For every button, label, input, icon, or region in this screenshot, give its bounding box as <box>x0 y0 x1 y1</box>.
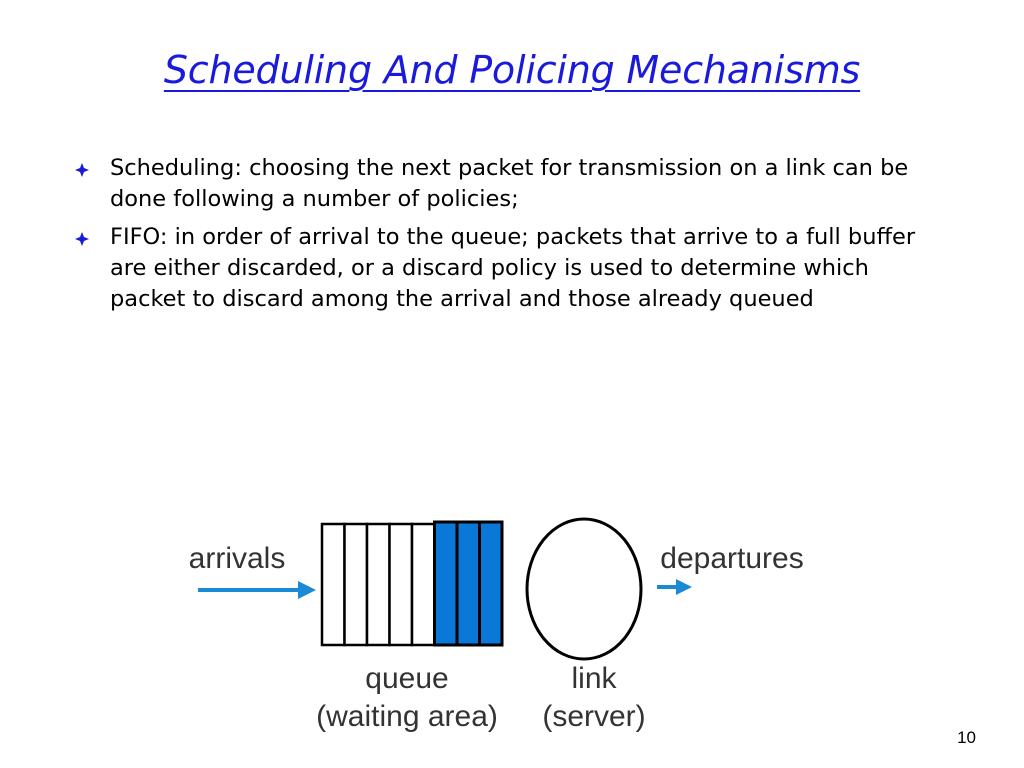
link-sublabel: (server) <box>542 700 646 733</box>
bullet-text: FIFO: in order of arrival to the queue; packets that arrive to a full buffer are either discarded, or a discard policy is used to determine which packet to discard among the arrival and those already queued <box>110 224 916 312</box>
link-label: link <box>571 662 617 695</box>
queue-label: queue <box>365 662 449 695</box>
queue-buffer <box>322 522 502 645</box>
buffer-slot-filled <box>435 522 458 645</box>
buffer-slot-empty <box>345 524 368 645</box>
buffer-slot-empty <box>390 524 413 645</box>
slide-title: Scheduling And Policing Mechanisms <box>163 48 861 92</box>
departures-label: departures <box>660 542 804 575</box>
buffer-slot-empty <box>367 524 390 645</box>
link-server-circle <box>527 519 641 659</box>
buffer-slot-empty <box>322 524 345 645</box>
buffer-slot-empty <box>412 524 435 645</box>
buffer-slot-filled <box>480 522 503 645</box>
arrivals-label: arrivals <box>188 542 286 575</box>
arrivals-arrowhead-icon <box>298 581 316 599</box>
departures-arrowhead-icon <box>676 579 692 595</box>
queue-sublabel: (waiting area) <box>316 700 498 733</box>
page-number: 10 <box>957 728 976 747</box>
buffer-slot-filled <box>457 522 480 645</box>
bullet-text: Scheduling: choosing the next packet for transmission on a link can be done following a number of policies; <box>110 155 909 212</box>
